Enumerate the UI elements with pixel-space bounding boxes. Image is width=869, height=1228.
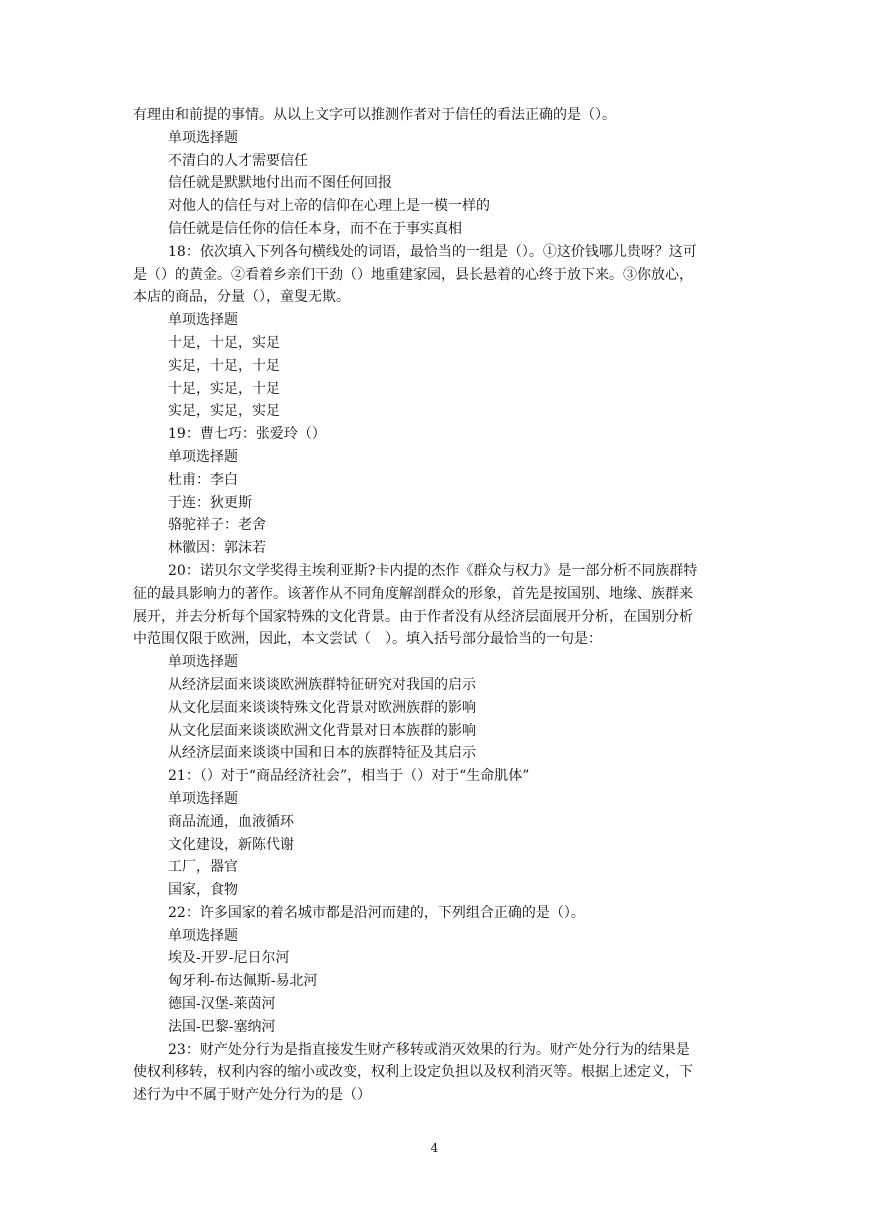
- text-line: 单项选择题: [168, 129, 238, 146]
- text-line: 是（）的黄金。②看着乡亲们干劲（）地重建家园，县长悬着的心终于放下来。③你放心，: [133, 266, 693, 283]
- text-line: 从经济层面来谈谈中国和日本的族群特征及其启示: [168, 745, 476, 762]
- text-line: 十足，十足，实足: [168, 334, 280, 351]
- text-line: 匈牙利-布达佩斯-易北河: [168, 973, 318, 990]
- text-line: 从经济层面来谈谈欧洲族群特征研究对我国的启示: [168, 676, 476, 693]
- text-line: 国家，食物: [168, 882, 238, 899]
- text-line: 21：（）对于“商品经济社会”，相当于（）对于“生命肌体”: [168, 768, 530, 785]
- text-line: 于连：狄更斯: [168, 494, 252, 511]
- text-line: 单项选择题: [168, 448, 238, 465]
- text-line: 有理由和前提的事情。从以上文字可以推测作者对于信任的看法正确的是（）。: [133, 107, 616, 123]
- text-line: 23：财产处分行为是指直接发生财产移转或消灭效果的行为。财产处分行为的结果是: [168, 1041, 690, 1058]
- text-line: 18：依次填入下列各句横线处的词语，最恰当的一组是（）。①这价钱哪儿贵呀？这可: [168, 243, 697, 260]
- document-body: [133, 104, 743, 1107]
- text-line: 19：曹七巧：张爱玲（）: [168, 426, 326, 443]
- text-line: 实足，实足，实足: [168, 403, 280, 420]
- text-line: 征的最具影响力的著作。该著作从不同角度解剖群众的形象，首先是按国别、地缘、族群来: [133, 585, 693, 602]
- text-line: 骆驼祥子：老舍: [168, 517, 266, 534]
- text-line: 单项选择题: [168, 654, 238, 671]
- text-line: 单项选择题: [168, 927, 238, 944]
- text-line: 埃及-开罗-尼日尔河: [168, 950, 290, 967]
- text-line: 工厂，器官: [168, 859, 238, 876]
- text-line: 本店的商品，分量（），童叟无欺。: [133, 289, 350, 306]
- text-line: 文化建设，新陈代谢: [168, 836, 294, 853]
- text-line: 商品流通，血液循环: [168, 813, 294, 830]
- text-line: 林徽因：郭沫若: [168, 540, 266, 557]
- text-line: 德国-汉堡-莱茵河: [168, 996, 276, 1013]
- text-line: 杜甫：李白: [168, 471, 238, 488]
- text-line: 中范围仅限于欧洲，因此，本文尝试（ ）。填入括号部分最恰当的一句是：: [133, 631, 602, 648]
- text-line: 单项选择题: [168, 312, 238, 329]
- page-number: 4: [430, 1141, 439, 1155]
- text-line: 单项选择题: [168, 790, 238, 807]
- text-line: 法国-巴黎-塞纳河: [168, 1018, 276, 1035]
- text-line: 展开，并去分析每个国家特殊的文化背景。由于作者没有从经济层面展开分析，在国别分析: [133, 608, 693, 625]
- text-line: 20：诺贝尔文学奖得主埃利亚斯?卡内提的杰作《群众与权力》是一部分析不同族群特: [168, 562, 698, 579]
- text-line: 22：许多国家的着名城市都是沿河而建的，下列组合正确的是（）。: [168, 904, 585, 921]
- text-line: 述行为中不属于财产处分行为的是（）: [133, 1087, 371, 1104]
- text-line: 从文化层面来谈谈欧洲文化背景对日本族群的影响: [168, 722, 476, 739]
- text-line: 信任就是默默地付出而不图任何回报: [168, 175, 392, 192]
- text-line: 从文化层面来谈谈特殊文化背景对欧洲族群的影响: [168, 699, 476, 716]
- text-line: 十足，实足，十足: [168, 380, 280, 397]
- text-line: 使权利移转，权利内容的缩小或改变，权利上设定负担以及权利消灭等。根据上述定义，下: [133, 1064, 693, 1081]
- text-line: 实足，十足，十足: [168, 357, 280, 374]
- text-line: 不清白的人才需要信任: [168, 152, 308, 169]
- text-line: 信任就是信任你的信任本身，而不在于事实真相: [168, 220, 462, 237]
- text-line: 对他人的信任与对上帝的信仰在心理上是一模一样的: [168, 198, 490, 215]
